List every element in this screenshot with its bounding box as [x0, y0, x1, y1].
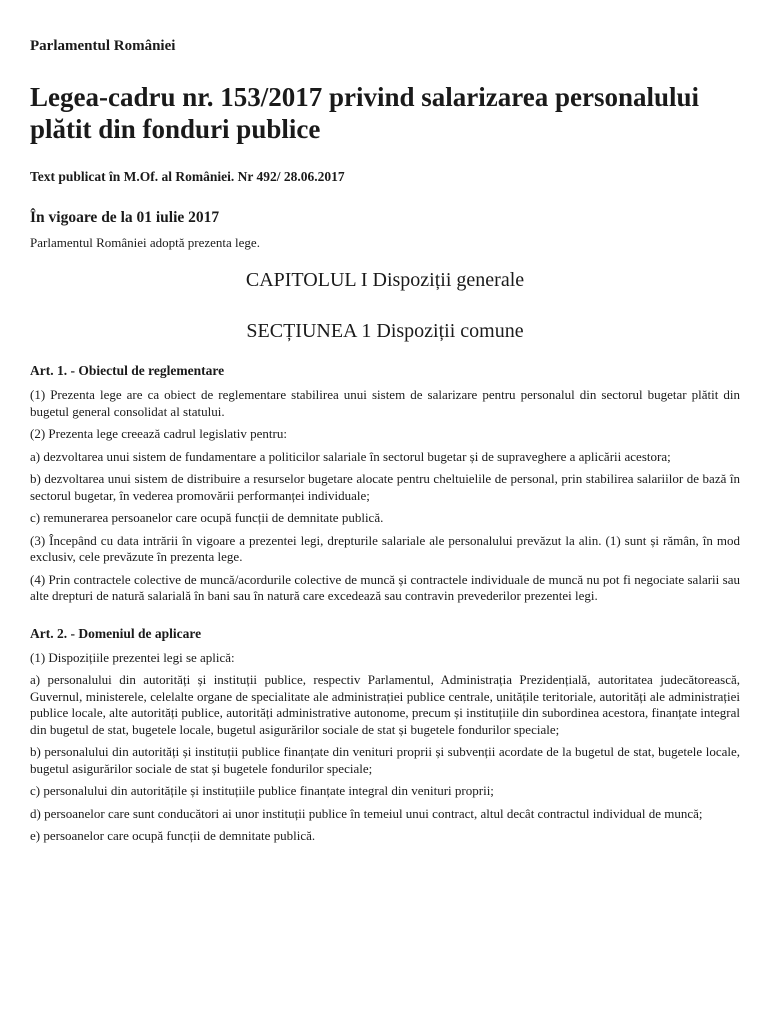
publisher-name: Parlamentul României — [30, 38, 176, 54]
publication-note: Text publicat în M.Of. al României. Nr 492/ 28.06.2017 — [30, 169, 345, 184]
in-force-date: În vigoare de la 01 iulie 2017 — [30, 209, 220, 226]
article-1-paragraph: (3) Începând cu data intrării în vigoare a prezentei legi, drepturile salariale ale personalului prevăzut la alin. (1) sunt și rămân, în mod exclusiv, cele prevăzute în prezenta lege. — [30, 532, 740, 564]
article-2-paragraph: c) personalului din autoritățile și instituțiile publice finanțate integral din venituri proprii; — [30, 783, 494, 798]
article-1-paragraph: (1) Prezenta lege are ca obiect de reglementare stabilirea unui sistem de salarizare pentru personalul din sectorul bugetar plătit din bugetul general consolidat al statului. — [30, 387, 740, 419]
article-2-paragraph: d) persoanelor care sunt conducători ai unor instituții publice în temeiul unui contract, altul decât contractul individual de muncă; — [30, 805, 703, 821]
law-title: Legea-cadru nr. 153/2017 privind salarizarea personalului plătit din fonduri publice — [30, 82, 700, 144]
article-2-paragraph: e) persoanelor care ocupă funcții de demnitate publică. — [30, 828, 316, 843]
article-1-paragraph: c) remunerarea persoanelor care ocupă funcții de demnitate publică. — [30, 510, 384, 525]
chapter-heading: CAPITOLUL I Dispoziții generale — [245, 269, 525, 291]
article-1-paragraph: b) dezvoltarea unui sistem de distribuire a resurselor bugetare alocate pentru cheltuielile de personal, prin stabilirea salariilor de bază în sectorul bugetar, în vederea promovării performanței individuale; — [30, 471, 740, 503]
article-1-heading: Art. 1. - Obiectul de reglementare — [30, 363, 225, 378]
intro-text: Parlamentul României adoptă prezenta lege. — [30, 235, 260, 250]
article-1-paragraph: a) dezvoltarea unui sistem de fundamentare a politicilor salariale în sectorul bugetar și de supraveghere a aplicării acestora; — [30, 448, 671, 464]
article-2-paragraph: (1) Dispozițiile prezentei legi se aplică: — [30, 649, 235, 665]
article-1-paragraph: (2) Prezenta lege creează cadrul legislativ pentru: — [30, 426, 287, 441]
article-2-paragraph: b) personalului din autorități și instituții publice finanțate din venituri proprii și subvenții acordate de la bugetul de stat, bugetele locale, bugetul asigurărilor sociale de stat și bugetele fondurilor speciale; — [30, 744, 740, 776]
article-2-heading: Art. 2. - Domeniul de aplicare — [30, 625, 202, 641]
article-2-paragraph: a) personalului din autorități și instituții publice, respectiv Parlamentul, Administrația Prezidențială, autoritatea judecătorească, Guvernul, ministerele, celelalte organe de specialitate ale administrației publice centrale, unitățile teritoriale, autorități ale administrației publice locale, alte autorități publice, autorități administrative autonome, precum și instituțiile din subordinea acestora, finanțate integral din bugetul de stat, bugetele locale, bugetul asigurărilor sociale de stat și bugetele fondurilor speciale; — [30, 672, 740, 737]
section-heading: SECȚIUNEA 1 Dispoziții comune — [246, 320, 524, 342]
article-1-paragraph: (4) Prin contractele colective de muncă/acordurile colective de muncă și contractele individuale de muncă nu pot fi negociate salarii sau alte drepturi de natură salarială în bani sau în natură care excedează sau contravin prevederilor prezentei legi. — [30, 571, 740, 603]
